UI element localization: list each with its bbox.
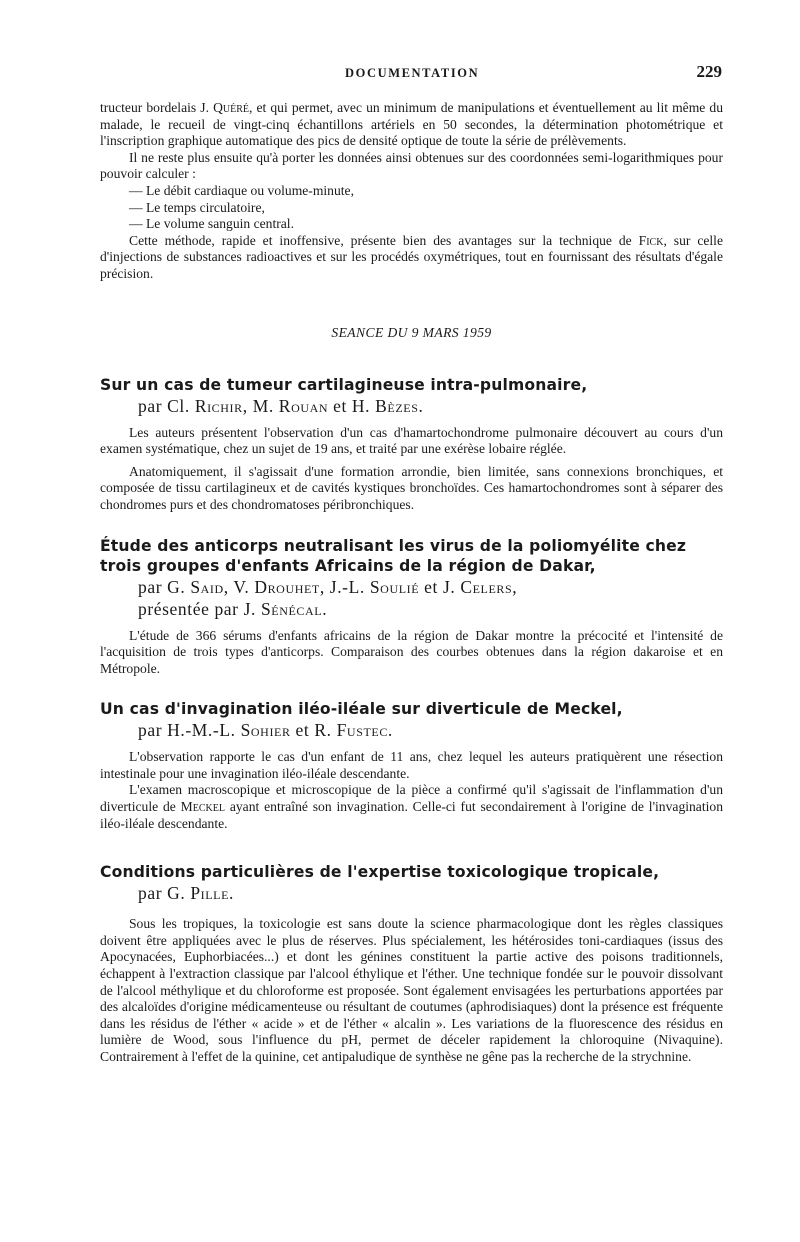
article-title: Conditions particulières de l'expertise toxicologique tropicale, bbox=[100, 863, 660, 882]
list-item: — Le volume sanguin central. bbox=[129, 216, 294, 232]
article-paragraph: L'examen macroscopique et microscopique de la pièce a confirmé qu'il s'agissait de l'inflammation d'un diverticule de Meckel ayant entraîné son invagination. Celle-ci fut secondairement à l'origine de l'invagination iléo-iléale descendante. bbox=[100, 782, 723, 831]
article-4 bbox=[100, 862, 723, 1065]
article-paragraph: L'étude de 366 sérums d'enfants africains de la région de Dakar montre la précocité et l'intensité de l'acquisition de trois types d'anticorps. Comparaison des courbes obtenues dans la région dakaroise et en Métropole. bbox=[100, 627, 723, 676]
page-body bbox=[100, 100, 723, 1066]
session-heading: SEANCE DU 9 MARS 1959 bbox=[331, 324, 492, 340]
article-1 bbox=[100, 375, 723, 514]
article-paragraph: Sous les tropiques, la toxicologie est sans doute la science pharmacologique dont les règles classiques doivent être appliquées avec le plus de réserves. Plus spécialement, les hétérosides toni-cardiaques (issus des Apocynacées, Euphorbiacées...) et dont les génines constituent la partie active des poisons traditionnels, échappent à l'extraction classique par l'alcool éthylique et l'éther. Une technique fondée sur le pouvoir dissolvant de l'alcool méthylique et du chloroforme est proposée. Sont également envisagées les perturbations apportées par des alcaloïdes d'origine médicamenteuse ou résultant de coutumes (aphrodisiaques) dont la présence est fréquente dans les résidus de l'éther « acide » et de l'éther « alcalin ». Les variations de la fluorescence des résidus en lumière de Wood, sous l'influence du pH, permet de déceler rapidement la chloroquine (Nivaquine). Contrairement à l'effet de la quinine, cet antipaludique de synthèse ne gêne pas la recherche de la strychnine. bbox=[100, 916, 723, 1064]
page-number: 229 bbox=[696, 62, 722, 81]
measurement-list bbox=[100, 183, 723, 233]
intro-paragraph-2: Il ne reste plus ensuite qu'à porter les données ainsi obtenues sur des coordonnées semi-logarithmiques pour pouvoir calculer : bbox=[100, 149, 723, 182]
author-name: Quéré bbox=[213, 100, 249, 115]
article-paragraph: Les auteurs présentent l'observation d'un cas d'hamartochondrome pulmonaire découvert au cours d'un examen systématique, chez un sujet de 19 ans, et traité par une exérèse lobaire réglée. bbox=[100, 424, 723, 457]
running-header bbox=[0, 62, 800, 86]
article-2 bbox=[100, 536, 723, 678]
article-paragraph: L'observation rapporte le cas d'un enfant de 11 ans, chez lequel les auteurs pratiquèrent une résection intestinale pour une invagination iléo-iléale descendante. bbox=[100, 749, 723, 781]
article-title: Étude des anticorps neutralisant les virus de la poliomyélite chez trois groupes d'enfants Africains de la région de Dakar, bbox=[100, 536, 687, 575]
list-item: — Le débit cardiaque ou volume-minute, bbox=[129, 182, 354, 198]
author-name: Fick bbox=[638, 232, 664, 248]
article-byline: par H.-M.-L. Sohier et R. Fustec. bbox=[138, 720, 393, 741]
article-3 bbox=[100, 699, 723, 832]
intro-paragraph-3: Cette méthode, rapide et inoffensive, présente bien des avantages sur la technique de Fick, sur celle d'injections de substances radioactives et sur les procédés oxymétriques, tout en fournissant des résultats d'égale précision. bbox=[100, 232, 723, 281]
running-title: DOCUMENTATION bbox=[345, 66, 480, 80]
article-title: Un cas d'invagination iléo-iléale sur diverticule de Meckel, bbox=[100, 700, 623, 719]
article-paragraph: Anatomiquement, il s'agissait d'une formation arrondie, bien limitée, sans connexions bronchiques, et composée de tissu cartilagineux et de cavités kystiques bronchoïdes. Ces hamartochondromes sont à séparer des chondromes purs et des chondromatoses péribronchiques. bbox=[100, 463, 723, 512]
article-byline: par G. Pille. bbox=[138, 883, 235, 904]
list-item: — Le temps circulatoire, bbox=[129, 199, 265, 215]
intro-paragraph-1: tructeur bordelais J. Quéré, et qui permet, avec un minimum de manipulations et éventuellement au lit même du malade, le recueil de vingt-cinq échantillons artériels en 50 secondes, la détermination photométrique et l'inscription graphique automatique des pics de densité optique de toute la série de prélèvements. bbox=[100, 100, 724, 149]
article-byline: par G. Said, V. Drouhet, J.-L. Soulié et J. Celers, bbox=[138, 576, 518, 597]
article-presenter: présentée par J. Sénécal. bbox=[138, 598, 328, 619]
article-byline: par Cl. Richir, M. Rouan et H. Bèzes. bbox=[138, 395, 424, 416]
article-title: Sur un cas de tumeur cartilagineuse intra-pulmonaire, bbox=[100, 375, 588, 394]
